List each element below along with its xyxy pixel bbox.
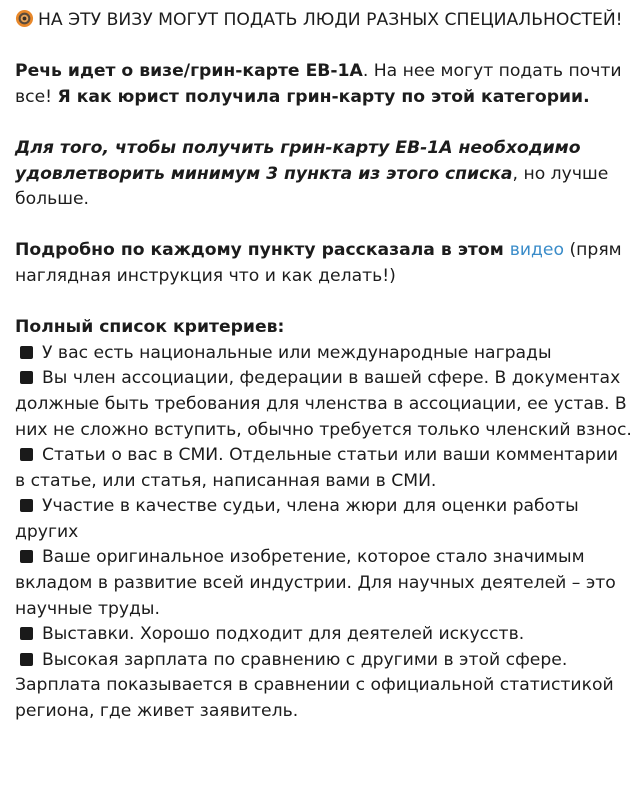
criterion-text: У вас есть национальные или международные награды [42,342,552,363]
list-item [15,648,632,725]
intro-bold-2: Я как юрист получила грин-карту по этой категории. [57,86,590,107]
paragraph-video [15,238,632,289]
black-square-icon [20,448,33,461]
black-square-icon [20,499,33,512]
criterion-text: Участие в качестве судьи, члена жюри для оценки работы других [15,496,579,542]
requirement-bold-italic: Для того, чтобы получить грин-карту EB-1A необходимо удовлетворить минимум 3 пункта из этого списка [15,137,581,184]
video-link[interactable]: видео [509,240,565,261]
list-item [15,622,632,648]
requirement-text: , но лучше больше. [15,163,609,210]
criterion-text: Ваше оригинальное изобретение, которое стало значимым вкладом в развитие всей индустрии. Для научных деятелей – это научные труды. [15,547,616,619]
intro-text: . На нее могут подать почти все! [15,61,622,107]
list-item [15,366,632,443]
black-square-icon [20,346,33,359]
list-item [15,545,632,622]
video-bold: Подробно по каждому пункту рассказала в этом [15,240,510,261]
headline-text: НА ЭТУ ВИЗУ МОГУТ ПОДАТЬ ЛЮДИ РАЗНЫХ СПЕЦИАЛЬНОСТЕЙ! [38,10,623,30]
black-square-icon [20,371,33,384]
paragraph-intro [15,59,632,110]
criterion-text: Статьи о вас в СМИ. Отдельные статьи или ваши комментарии в статье, или статья, написанная вами в СМИ. [15,445,619,491]
criterion-text: Вы член ассоциации, федерации в вашей сфере. В документах должные быть требования для членства в ассоциации, ее устав. В них не сложно вступить, обычно требуется только членский взнос. [15,368,632,440]
black-square-icon [20,653,33,666]
black-square-icon [20,550,33,563]
criterion-text: Выставки. Хорошо подходит для деятелей искусств. [42,624,525,645]
paragraph-requirement [15,136,632,213]
black-square-icon [20,627,33,640]
video-text: (прям наглядная инструкция что и как делать!) [15,240,622,286]
intro-bold: Речь идет о визе/грин-карте EB-1A [15,61,363,82]
criteria-list-title: Полный список критериев: [15,317,285,338]
criteria-list [15,341,632,725]
criterion-text: Высокая зарплата по сравнению с другими в этой сфере. Зарплата показывается в сравнении с официальной статистикой региона, где живет заявитель. [15,649,614,722]
target-icon [15,9,34,28]
headline [15,8,632,34]
list-item [15,494,632,545]
list-item [15,443,632,494]
list-item [15,341,632,367]
